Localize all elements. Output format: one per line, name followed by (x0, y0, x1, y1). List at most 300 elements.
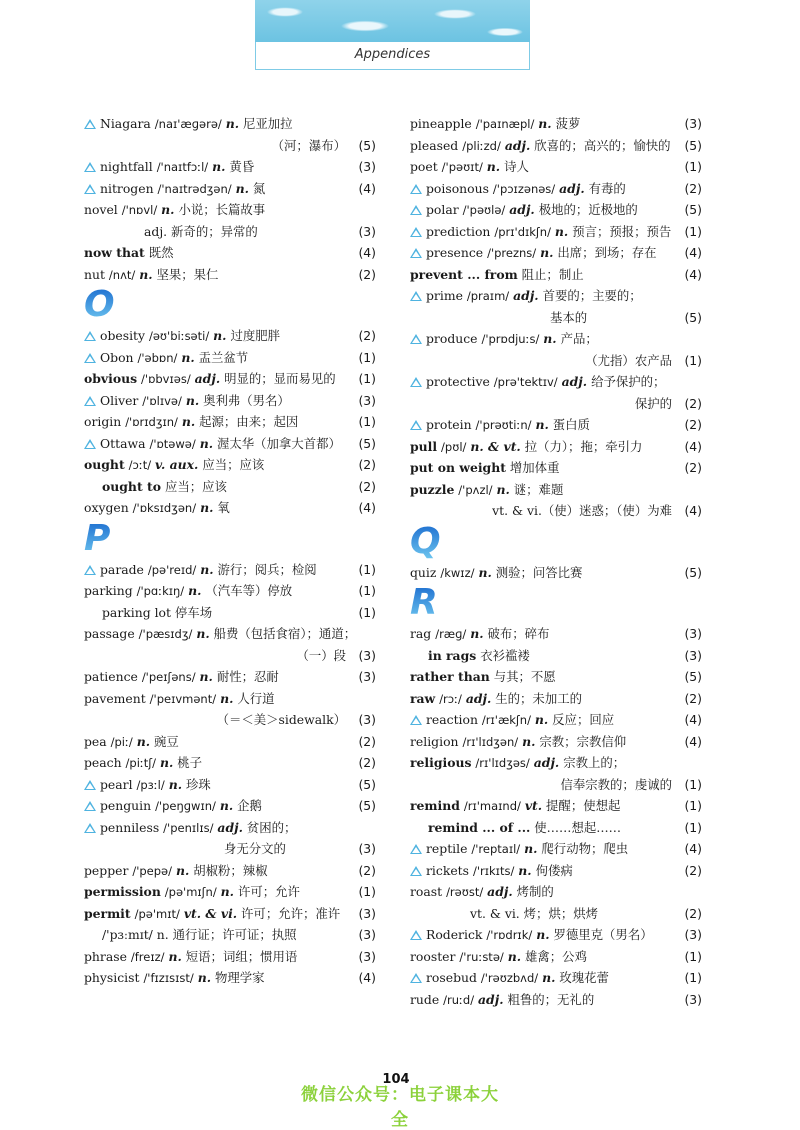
headword: prediction (426, 223, 491, 239)
definition: 佝偻病 (535, 862, 573, 878)
entry-body (84, 688, 376, 711)
phonetic: /pliːzd/ (462, 138, 501, 153)
entry-body (410, 242, 702, 265)
headword: permission (84, 884, 161, 899)
headword: pleased (410, 137, 459, 153)
headword: permit (84, 905, 131, 921)
part-of-speech: adj. (559, 180, 585, 196)
definition: 极地的；近极地的 (538, 202, 638, 217)
part-of-speech: adj. (465, 690, 492, 706)
vocab-entry (84, 924, 376, 946)
part-of-speech: n. (197, 970, 212, 985)
phonetic: /'prɒdjuːs/ (481, 332, 540, 346)
new-word-triangle-icon (84, 119, 96, 129)
definition: 罗德里克（男名） (553, 927, 653, 942)
entry-body (84, 368, 376, 391)
headword: presence (426, 245, 484, 260)
headword: protective (426, 374, 490, 389)
part-of-speech: n. (235, 180, 249, 196)
definition: 应当；应该 (202, 457, 265, 472)
unit-number: (1) (684, 776, 702, 792)
unit-number: (3) (358, 669, 376, 684)
phonetic: /'pʌzl/ (458, 482, 493, 497)
definition: 过度肥胖 (230, 328, 281, 343)
definition: 豌豆 (153, 733, 179, 749)
unit-number: (5) (684, 564, 702, 580)
entry-body (84, 580, 376, 603)
entry-body (84, 454, 376, 477)
vocab-entry (84, 731, 376, 753)
vocab-entry (84, 602, 376, 624)
phonetic: /'naɪtfɔːl/ (156, 160, 209, 174)
vocab-entry (410, 113, 702, 135)
phonetic: /'ɒtəwə/ (149, 436, 196, 451)
headword: religion (410, 733, 459, 749)
definition: 首要的；主要的； (542, 288, 642, 303)
vocab-entry (84, 709, 376, 731)
entry-body (410, 666, 702, 688)
phonetic: /'pɑːkɪŋ/ (136, 584, 185, 598)
headword: pepper (84, 862, 129, 878)
vocab-entry (410, 752, 702, 774)
headword: Niagara (100, 116, 151, 131)
new-word-triangle-icon (410, 973, 422, 983)
entry-body (410, 860, 702, 883)
phonetic: /pə'reɪd/ (147, 562, 197, 577)
vocab-entry (410, 156, 702, 178)
vocab-entry (84, 325, 376, 347)
vocab-entry (410, 264, 702, 286)
entry-body (84, 903, 376, 926)
vocab-entry (84, 838, 376, 860)
unit-number: (1) (684, 159, 702, 174)
vocab-entry (84, 178, 376, 200)
new-word-triangle-icon (84, 396, 96, 406)
headword: Roderick (426, 927, 483, 942)
phonetic: /prə'tektɪv/ (493, 375, 558, 389)
definition: 黄昏 (229, 159, 255, 174)
header-title: Appendices (255, 42, 530, 70)
unit-number: (4) (684, 841, 702, 856)
headword: raw (410, 690, 436, 706)
phonetic: /ræɡ/ (435, 627, 467, 641)
definition: 盂兰盆节 (198, 349, 249, 365)
headword: produce (426, 331, 478, 346)
vocab-entry (410, 221, 702, 243)
vocab-entry (410, 178, 702, 200)
entry-body (84, 156, 376, 179)
definition: 蛋白质 (552, 417, 590, 432)
entry-continuation: adj. 新奇的；异常的 (144, 223, 258, 239)
entry-body (84, 433, 376, 456)
definition: 坚果；果仁 (156, 266, 219, 282)
headword: parade (100, 561, 144, 577)
part-of-speech: n. (540, 245, 554, 260)
definition: 尼亚加拉 (243, 116, 293, 131)
definition: 许可；允许 (237, 884, 300, 899)
unit-number: (1) (358, 561, 376, 577)
vocab-entry (410, 989, 702, 1011)
entry-continuation: 基本的 (550, 309, 588, 325)
new-word-triangle-icon (84, 780, 96, 790)
section-letter-glyph: R (410, 582, 438, 623)
phonetic: /'ɒlɪvə/ (142, 393, 182, 408)
definition: 明显的；显而易见的 (224, 371, 336, 386)
definition: 产品； (560, 331, 598, 346)
part-of-speech: n. (535, 417, 549, 432)
entry-body (410, 562, 702, 585)
definition: 贫困的； (246, 819, 297, 835)
vocab-entry (84, 860, 376, 882)
definition: 生的；未加工的 (495, 690, 582, 706)
section-letter (410, 522, 702, 562)
new-word-triangle-icon (84, 439, 96, 449)
watermark-text: 微信公众号：电子课本大全 (301, 1085, 499, 1130)
unit-number: (1) (358, 349, 376, 365)
unit-number: (1) (358, 604, 376, 620)
part-of-speech: n. (225, 116, 240, 131)
vocab-entry (410, 645, 702, 667)
unit-number: (3) (684, 991, 702, 1007)
vocab-entry (410, 500, 702, 522)
vocab-entry (410, 285, 702, 307)
entry-body (410, 479, 702, 502)
part-of-speech: n. (496, 481, 510, 497)
definition: 给予保护的； (591, 374, 666, 389)
entry-body (84, 347, 376, 370)
new-word-triangle-icon (84, 823, 96, 833)
headword: Obon (100, 349, 134, 365)
phonetic: /'prezns/ (487, 246, 537, 260)
phonetic: /pɜːl/ (136, 777, 165, 792)
entry-continuation: vt. & vi.（使）迷惑；（使）为难 (492, 503, 672, 518)
headword: phrase (84, 948, 127, 964)
part-of-speech: adj. (478, 991, 504, 1007)
part-of-speech: n. (220, 690, 234, 706)
entry-body (84, 817, 376, 840)
left-column (84, 113, 376, 989)
headword: polar (426, 202, 459, 217)
unit-number: (1) (358, 371, 376, 386)
vocab-entry (410, 350, 702, 372)
unit-number: (1) (684, 798, 702, 813)
unit-number: (3) (684, 927, 702, 942)
phonetic: /'ruːstə/ (459, 949, 504, 964)
vocab-entry (410, 623, 702, 645)
entry-continuation: 信奉宗教的；虔诚的 (560, 776, 672, 792)
headword: pull (410, 438, 438, 454)
vocab-entry (410, 242, 702, 264)
phonetic: /'penɪlɪs/ (163, 820, 214, 835)
new-word-triangle-icon (410, 227, 422, 237)
vocab-entry (410, 838, 702, 860)
phonetic: /freɪz/ (130, 949, 165, 964)
definition: 珍珠 (185, 776, 211, 792)
entry-continuation: （河；瀑布） (271, 137, 346, 153)
headword: rooster (410, 948, 456, 964)
section-letter-glyph: P (84, 517, 111, 559)
vocab-entry (84, 221, 376, 243)
phonetic: /'rəʊzbʌd/ (480, 971, 539, 985)
vocab-entry (410, 414, 702, 436)
part-of-speech: n. (200, 561, 214, 577)
header-sky-band (255, 0, 530, 42)
definition: 既然 (148, 245, 174, 260)
part-of-speech: n. (212, 159, 226, 174)
phonetic: /'peŋɡwɪn/ (155, 799, 216, 813)
definition: 有毒的 (588, 180, 626, 196)
part-of-speech: v. aux. (155, 457, 199, 472)
headword: novel (84, 202, 118, 217)
entry-body (84, 178, 376, 201)
unit-number: (4) (358, 180, 376, 196)
headword: penguin (100, 798, 152, 813)
headword: nut (84, 266, 105, 282)
unit-number: (2) (358, 328, 376, 343)
part-of-speech: n. (543, 331, 557, 346)
entry-continuation: （＝＜美＞sidewalk） (216, 712, 346, 727)
part-of-speech: adj. (513, 288, 539, 303)
headword: protein (426, 417, 472, 432)
phonetic: /ruːd/ (443, 992, 475, 1007)
vocab-entry (84, 497, 376, 519)
part-of-speech: n. (200, 500, 214, 515)
unit-number: (3) (358, 927, 376, 942)
part-of-speech: n. (213, 328, 227, 343)
entry-body (84, 497, 376, 520)
phonetic: /rɪ'ækʃn/ (481, 713, 531, 727)
definition: 出席；到场；存在 (557, 245, 657, 260)
new-word-triangle-icon (410, 184, 422, 194)
part-of-speech: n. (136, 733, 151, 749)
part-of-speech: adj. (194, 371, 221, 386)
definition: 游行；阅兵；检阅 (217, 561, 317, 577)
vocab-entry (84, 795, 376, 817)
entry-body (410, 623, 702, 646)
entry-body (410, 645, 702, 667)
vocab-entry (84, 199, 376, 221)
definition: 应当；应该 (164, 478, 227, 494)
entry-body (84, 860, 376, 883)
headword: rosebud (426, 970, 477, 985)
headword: rude (410, 991, 440, 1007)
part-of-speech: vt. & vi. (183, 905, 238, 921)
phonetic: /rɪ'maɪnd/ (463, 799, 521, 813)
part-of-speech: n. (175, 862, 190, 878)
vocab-entry (84, 752, 376, 774)
vocab-entry (410, 135, 702, 157)
phonetic: /prɪ'dɪkʃn/ (494, 224, 551, 239)
headword: rag (410, 626, 432, 641)
unit-number: (2) (358, 457, 376, 472)
part-of-speech: n. (478, 564, 492, 580)
definition: 宗教；宗教信仰 (539, 733, 627, 749)
vocab-entry (84, 433, 376, 455)
definition: 与其；不愿 (493, 669, 556, 684)
part-of-speech: n. (188, 583, 202, 598)
new-word-triangle-icon (84, 162, 96, 172)
entry-body (84, 967, 376, 990)
headword: pavement (84, 690, 146, 706)
unit-number: (2) (684, 417, 702, 432)
entry-body (410, 709, 702, 732)
definition: 增加体重 (509, 460, 560, 475)
unit-number: (4) (358, 970, 376, 985)
definition: 菠萝 (555, 116, 581, 131)
headword: reptile (426, 841, 468, 856)
definition: 停车场 (174, 604, 213, 620)
unit-number: (2) (358, 862, 376, 878)
vocab-entry (410, 479, 702, 501)
vocab-entry (410, 371, 702, 393)
definition: 测验；问答比赛 (495, 564, 583, 580)
phonetic: /pʊl/ (441, 439, 467, 454)
vocab-entry (84, 411, 376, 433)
entry-body (410, 328, 702, 351)
part-of-speech: n. (538, 116, 552, 131)
vocab-entry (84, 967, 376, 989)
phonetic: /'prəʊtiːn/ (475, 418, 532, 432)
definition: 雄禽；公鸡 (525, 948, 587, 964)
headword: put on weight (410, 460, 506, 475)
definition: 使……想起…… (534, 819, 622, 835)
new-word-triangle-icon (410, 930, 422, 940)
part-of-speech: n. (168, 776, 183, 792)
vocab-entry (84, 156, 376, 178)
headword: passage (84, 626, 135, 641)
definition: 拉（力）；拖；牵引力 (524, 438, 643, 454)
vocab-entry (84, 666, 376, 688)
vocab-entry (84, 580, 376, 602)
part-of-speech: n. (139, 266, 153, 282)
vocab-entry (84, 242, 376, 264)
definition: 起源；由来；起因 (199, 414, 299, 429)
unit-number: (1) (684, 819, 702, 835)
entry-body (410, 946, 702, 969)
unit-number: (5) (684, 202, 702, 217)
part-of-speech: adj. (533, 755, 560, 770)
phonetic: /naɪ'æɡərə/ (154, 117, 222, 131)
phonetic: /'ɒbvɪəs/ (141, 372, 191, 386)
vocab-entry (410, 457, 702, 479)
entry-body (410, 731, 702, 754)
vocab-entry (410, 860, 702, 882)
entry-body (84, 731, 376, 754)
part-of-speech: adj. (504, 137, 531, 153)
entry-body (84, 199, 376, 222)
phonetic: /piːtʃ/ (125, 756, 157, 770)
new-word-triangle-icon (84, 801, 96, 811)
headword: poisonous (426, 180, 489, 196)
vocab-entry (410, 903, 702, 925)
part-of-speech: n. & vt. (470, 438, 521, 454)
entry-body (410, 178, 702, 201)
new-word-triangle-icon (410, 866, 422, 876)
phonetic: /piː/ (110, 734, 133, 749)
new-word-triangle-icon (410, 420, 422, 430)
entry-body (410, 881, 702, 904)
headword: peach (84, 755, 122, 770)
entry-continuation: /'pɜːmɪt/ n. 通行证；许可证；执照 (102, 927, 297, 942)
phonetic: /'pəʊɪt/ (441, 160, 483, 174)
unit-number: (4) (358, 245, 376, 260)
headword: patience (84, 669, 138, 684)
part-of-speech: n. (161, 202, 175, 217)
part-of-speech: n. (181, 349, 195, 365)
unit-number: (5) (684, 137, 702, 153)
headword: religious (410, 755, 472, 770)
headword: ought to (102, 478, 161, 494)
unit-number: (1) (358, 414, 376, 429)
part-of-speech: adj. (561, 374, 588, 389)
unit-number: (3) (358, 159, 376, 174)
vocab-entry (410, 946, 702, 968)
part-of-speech: n. (554, 223, 569, 239)
vocab-entry (410, 393, 702, 415)
definition: 小说；长篇故事 (178, 202, 266, 217)
part-of-speech: n. (219, 798, 234, 813)
phonetic: /'pepə/ (132, 863, 173, 878)
vocab-entry (410, 328, 702, 350)
vocab-entry (410, 199, 702, 221)
part-of-speech: n. (159, 755, 174, 770)
entry-body (84, 559, 376, 582)
new-word-triangle-icon (84, 353, 96, 363)
entry-body (410, 752, 702, 775)
phonetic: /'rɒdrɪk/ (486, 928, 533, 942)
vocab-entry (84, 645, 376, 667)
unit-number: (2) (684, 862, 702, 878)
unit-number: (2) (684, 905, 702, 921)
definition: 人行道 (237, 690, 275, 706)
headword: oxygen (84, 500, 129, 515)
entry-body (410, 457, 702, 479)
vocab-entry (410, 709, 702, 731)
headword: reaction (426, 712, 478, 727)
part-of-speech: adj. (509, 202, 535, 217)
part-of-speech: n. (220, 884, 234, 899)
vocab-entry (84, 623, 376, 645)
definition: 爬行动物；爬虫 (541, 841, 629, 856)
phonetic: /'nɒvl/ (121, 203, 158, 217)
part-of-speech: n. (507, 948, 522, 964)
part-of-speech: n. (486, 159, 501, 174)
unit-number: (5) (358, 435, 376, 451)
unit-number: (2) (684, 180, 702, 196)
entry-body (410, 924, 702, 947)
part-of-speech: n. (534, 712, 549, 727)
entry-body (410, 113, 702, 136)
entry-body (410, 221, 702, 244)
part-of-speech: adj. (217, 819, 243, 835)
definition: 衣衫褴褛 (480, 647, 530, 663)
new-word-triangle-icon (410, 715, 422, 725)
definition: 企鹅 (237, 798, 262, 813)
entry-body (410, 838, 702, 861)
new-word-triangle-icon (84, 184, 96, 194)
unit-number: (3) (684, 626, 702, 641)
phonetic: /'reptaɪl/ (471, 842, 521, 856)
vocab-entry (84, 454, 376, 476)
part-of-speech: n. (185, 392, 200, 408)
definition: 粗鲁的；无礼的 (507, 991, 595, 1007)
headword: poet (410, 159, 438, 174)
unit-number: (1) (358, 884, 376, 899)
vocab-entry (84, 368, 376, 390)
unit-number: (3) (684, 647, 702, 663)
phonetic: /'paɪnæpl/ (475, 117, 535, 131)
headword: pineapple (410, 116, 472, 131)
